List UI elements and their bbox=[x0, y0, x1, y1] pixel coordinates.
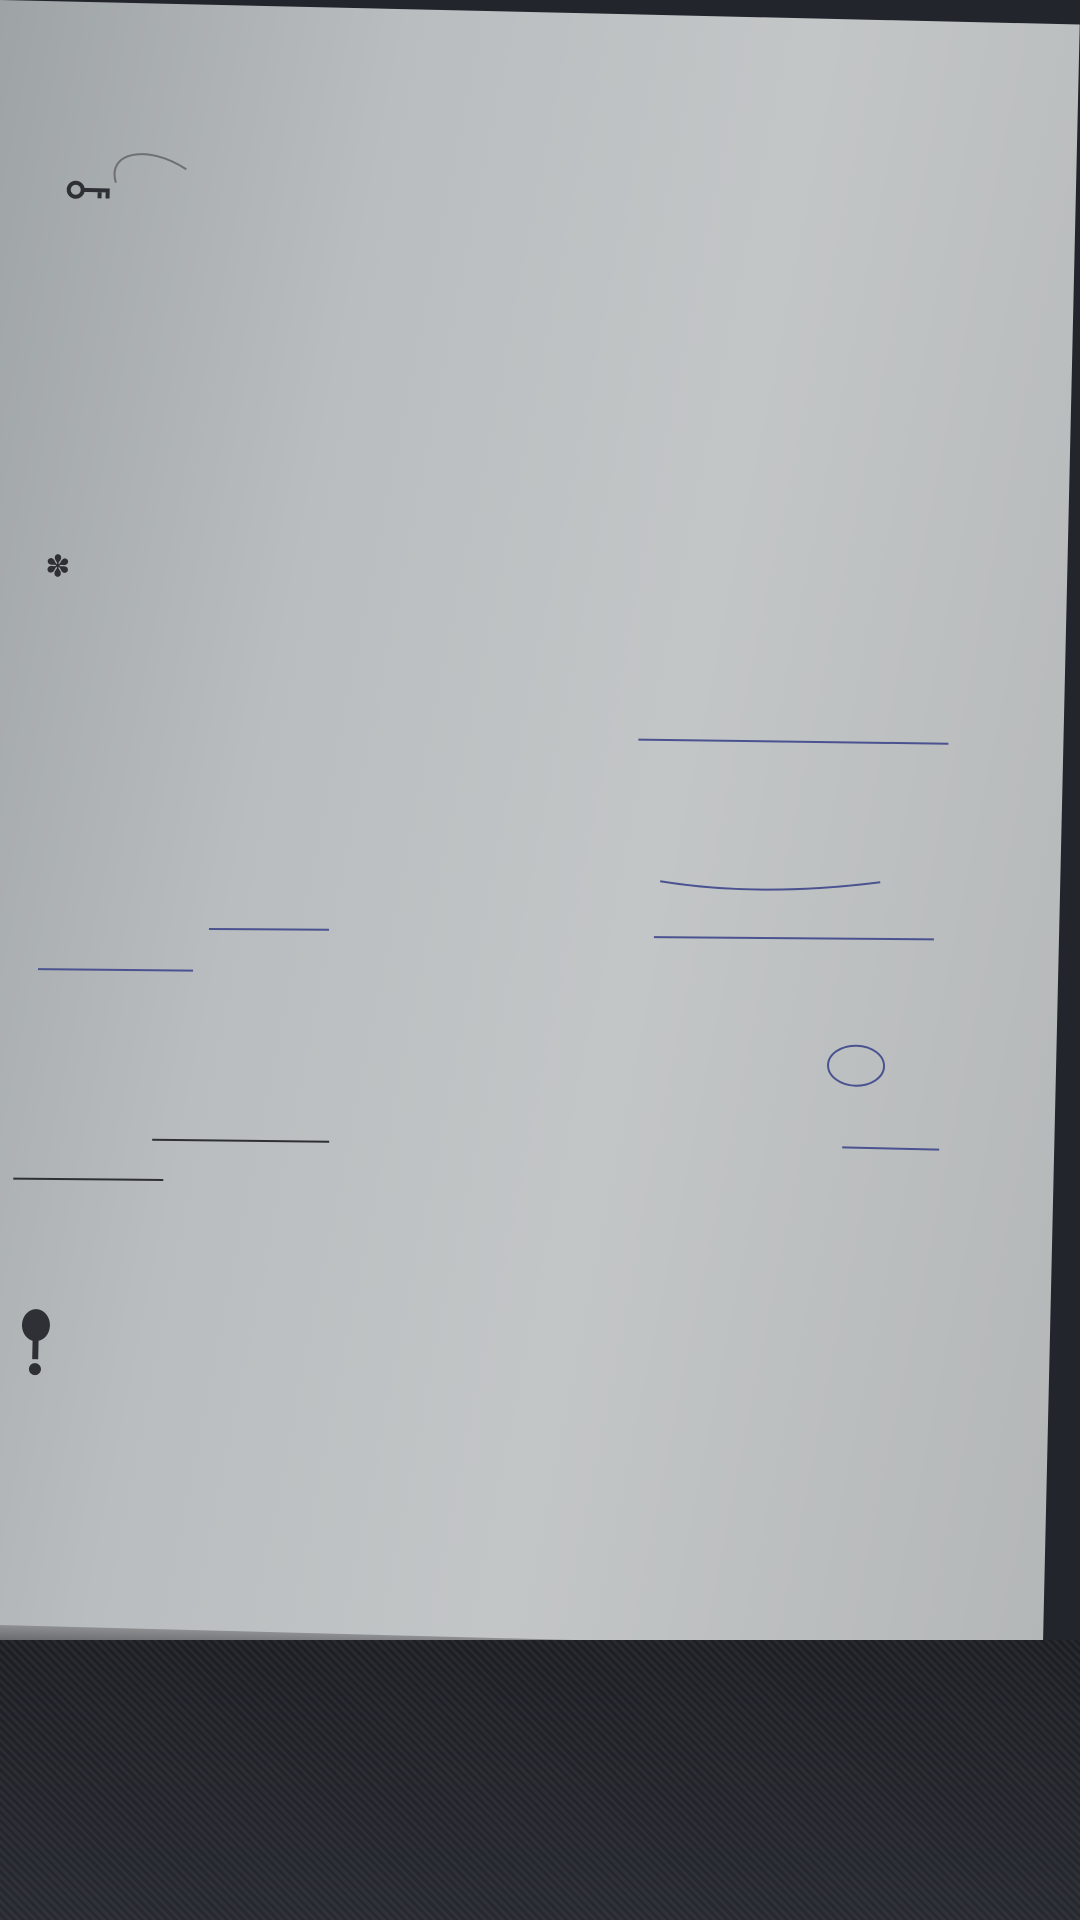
ink-underline-otlichayu bbox=[654, 933, 934, 943]
ink-underline-nedostup bbox=[638, 737, 948, 747]
underline-ustroennaya bbox=[152, 1138, 329, 1144]
underline-leyshego bbox=[13, 1177, 163, 1182]
fabric-background bbox=[0, 1640, 1080, 1920]
ink-circle-nebol bbox=[828, 1045, 885, 1086]
ink-underline-shchiysya bbox=[38, 967, 193, 973]
ink-underline-ni-ma bbox=[842, 1147, 939, 1149]
flower-icon: ✽ bbox=[44, 549, 71, 585]
ink-wave-operivshiysya bbox=[660, 877, 880, 892]
ink-underline-umeyushchiy bbox=[209, 927, 329, 932]
pencil-circle-115 bbox=[114, 153, 186, 184]
